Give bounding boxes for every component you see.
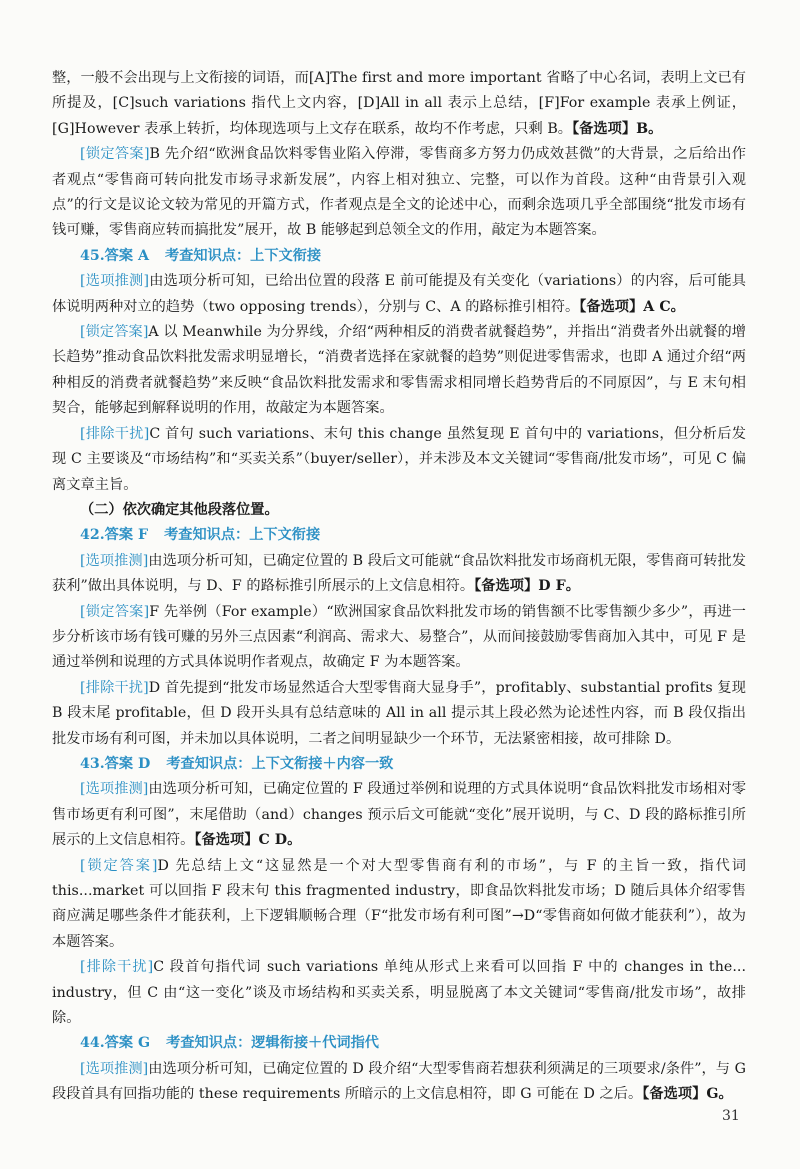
answer-label: 43.答案 D — [80, 755, 151, 772]
para-option-guess-42 — [52, 549, 746, 600]
para-text: D 首先提到“批发市场显然适合大型零售商大显身手”，profitably、substantial profits 复现 B 段末尾 profitable，但 D 段开头具有总结意味的 All in all 提示其上段必然为论述性内容，而 B 段仅指出批发市场有利可图，并未加以具体说明，二者之间明显缺少一个环节，无法紧密相接，故可排除 D。 — [52, 679, 746, 747]
para-text: C 段首句指代词 such variations 单纯从形式上来看可以回指 F 中的 changes in the... industry，但 C 由“这一变化”谈及市场结构和买卖关系，明显脱离了本文关键词“零售商/批发市场”，故排除。 — [52, 959, 747, 1027]
heading-q44 — [52, 1031, 746, 1056]
candidate-options: 【备选项】G。 — [642, 1086, 733, 1103]
tag-lock-answer: [锁定答案] — [80, 603, 150, 620]
para-continuation — [52, 66, 746, 142]
para-text: D 先总结上文“这显然是一个对大型零售商有利的市场”，与 F 的主旨一致，指代词 this...market 可以回指 F 段末句 this fragmented industry，即食品饮料批发市场；D 随后具体介绍零售商应满足哪些条件才能获利，上下逻辑顺畅合理（F“批发市场有利可图”→D“零售商如何做才能获利”），故为本题答案。 — [52, 857, 746, 950]
answer-label: 42.答案 F — [80, 527, 149, 544]
para-lock-answer-42 — [52, 600, 746, 676]
page-number: 31 — [722, 1108, 740, 1124]
knowledge-point: 考查知识点：上下文衔接＋内容一致 — [166, 755, 394, 772]
para-exclude-43 — [52, 955, 746, 1031]
answer-label: 44.答案 G — [80, 1035, 151, 1052]
tag-option-guess: [选项推测] — [80, 781, 149, 798]
heading-q42 — [52, 523, 746, 548]
para-text: B 先介绍“欧洲食品饮料零售业陷入停滞，零售商多方努力仍成效甚微”的大背景，之后给出作者观点“零售商可转向批发市场寻求新发展”，内容上相对独立、完整，可以作为首段。这种“由背景引入观点”的行文是议论文较为常见的开篇方式，作者观点是全文的论述中心，而剩余选项几乎全部围绕“批发市场有钱可赚，零售商应转而搞批发”展开，故 B 能够起到总领全文的作用，敲定为本题答案。 — [52, 146, 746, 239]
para-text: 由选项分析可知，已确定位置的 D 段介绍“大型零售商若想获利须满足的三项要求/条件”，与 G 段段首具有回指功能的 these requirements 所暗示的上文信息相符，即 G 可能在 D 之后。 — [52, 1060, 746, 1103]
para-option-guess-44 — [52, 1057, 746, 1108]
section-heading: （二）依次确定其他段落位置。 — [80, 501, 279, 518]
knowledge-point: 考查知识点：上下文衔接 — [164, 527, 321, 544]
tag-exclude: [排除干扰] — [80, 425, 150, 442]
heading-q45 — [52, 244, 746, 269]
tag-exclude: [排除干扰] — [80, 959, 154, 976]
para-exclude-42 — [52, 676, 746, 752]
candidate-options: 【备选项】A C。 — [579, 298, 685, 315]
para-text: A 以 Meanwhile 为分界线，介绍“两种相反的消费者就餐趋势”，并指出“消费者外出就餐的增长趋势”推动食品饮料批发需求明显增长，“消费者选择在家就餐的趋势”则促进零售需求，也即 A 通过介绍“两种相反的消费者就餐趋势”来反映“食品饮料批发需求和零售需求相同增长趋势背后的不同原因”，与 E 末句相契合，能够起到解释说明的作用，故敲定为本题答案。 — [52, 324, 746, 417]
candidate-options: 【备选项】C D。 — [194, 832, 302, 849]
para-option-guess-43 — [52, 777, 746, 853]
para-text: 整，一般不会出现与上文衔接的词语，而[A]The first and more important 省略了中心名词，表明上文已有所提及，[C]such variations 指代上文内容，[D]All in all 表示上总结，[F]For example 表承上例证，[G]However 表承上转折，均体现选项与上文存在联系，故均不作考虑，只剩 B。 — [52, 70, 746, 137]
tag-lock-answer: [锁定答案] — [80, 857, 158, 874]
para-text: 由选项分析可知，已确定位置的 F 段通过举例和说理的方式具体说明“食品饮料批发市场相对零售市场更有利可图”，末尾借助（and）changes 预示后文可能就“变化”展开说明，与 C、D 段的路标推引所展示的上文信息相符。 — [52, 781, 746, 849]
knowledge-point: 考查知识点：上下文衔接 — [165, 247, 322, 264]
tag-exclude: [排除干扰] — [80, 679, 149, 696]
para-text: 由选项分析可知，已给出位置的段落 E 前可能提及有关变化（variations）的内容，后可能具体说明两种对立的趋势（two opposing trends），分别与 C、A 的路标推引相符。 — [52, 273, 746, 315]
tag-option-guess: [选项推测] — [80, 552, 149, 569]
para-lock-answer-b — [52, 142, 746, 244]
knowledge-point: 考查知识点：逻辑衔接＋代词指代 — [166, 1035, 379, 1052]
tag-option-guess: [选项推测] — [80, 1060, 149, 1077]
para-lock-answer-45 — [52, 320, 746, 422]
candidate-options: 【备选项】B。 — [572, 120, 663, 137]
tag-lock-answer: [锁定答案] — [80, 324, 149, 341]
para-text: 由选项分析可知，已确定位置的 B 段后文可能就“食品饮料批发市场商机无限，零售商可转批发获利”做出具体说明，与 D、F 的路标推引所展示的上文信息相符。 — [52, 552, 746, 595]
para-text: F 先举例（For example）“欧洲国家食品饮料批发市场的销售额不比零售额少多少”，再进一步分析该市场有钱可赚的另外三点因素“利润高、需求大、易整合”，从而间接鼓励零售商加入其中，可见 F 是通过举例和说理的方式具体说明作者观点，故确定 F 为本题答案。 — [52, 603, 746, 671]
para-lock-answer-43 — [52, 854, 746, 956]
tag-option-guess: [选项推测] — [80, 273, 150, 290]
answer-label: 45.答案 A — [80, 247, 150, 264]
candidate-options: 【备选项】D F。 — [474, 578, 580, 595]
para-option-guess-45 — [52, 269, 746, 320]
heading-q43 — [52, 752, 746, 777]
tag-lock-answer: [锁定答案] — [80, 146, 150, 163]
para-exclude-45 — [52, 422, 746, 498]
para-text: C 首句 such variations、末句 this change 虽然复现 E 首句中的 variations，但分析后发现 C 主要谈及“市场结构”和“买卖关系”（buyer/seller），并未涉及本文关键词“零售商/批发市场”，可见 C 偏离文章主旨。 — [52, 425, 746, 493]
